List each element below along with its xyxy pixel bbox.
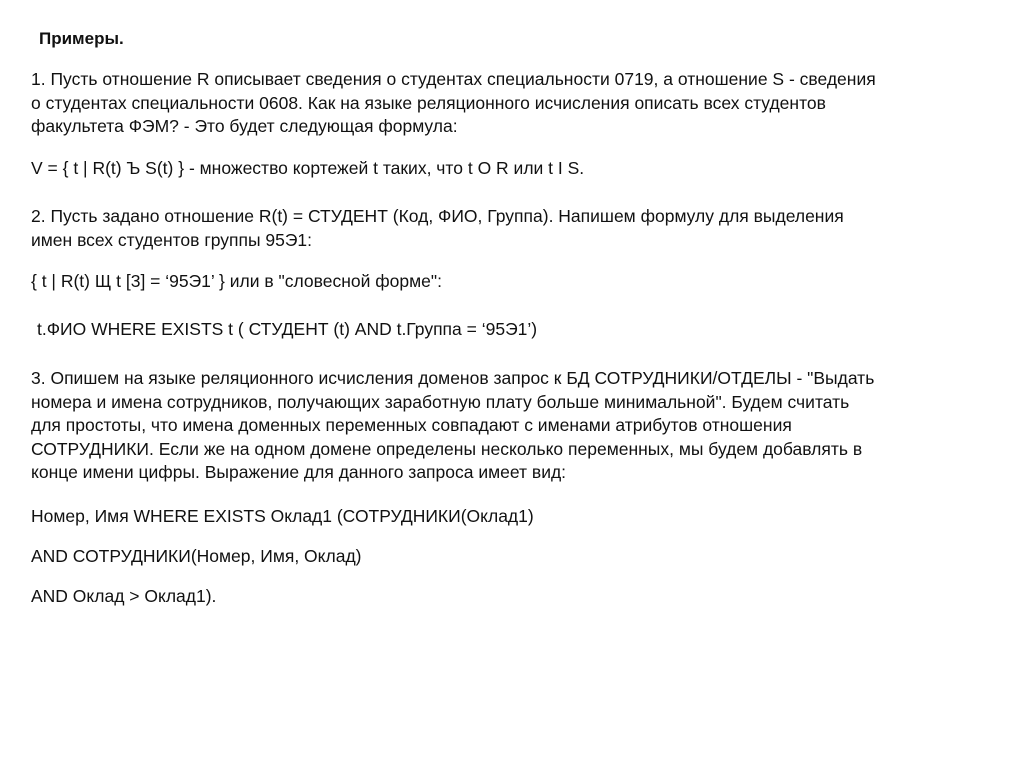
example-3-line: 3. Опишем на языке реляционного исчисления доменов запрос к БД СОТРУДНИКИ/ОТДЕЛЫ - "Выдать bbox=[31, 368, 875, 388]
example-3-query-line: AND СОТРУДНИКИ(Номер, Имя, Оклад) bbox=[31, 546, 362, 566]
example-2-formula: { t | R(t) Щ t [3] = ‘95Э1’ } или в "словесной форме": bbox=[31, 271, 442, 291]
example-1-line: факультета ФЭМ? - Это будет следующая формула: bbox=[31, 116, 458, 136]
example-3-query-line: Номер, Имя WHERE EXISTS Оклад1 (СОТРУДНИКИ(Оклад1) bbox=[31, 506, 534, 526]
example-2-line: 2. Пусть задано отношение R(t) = СТУДЕНТ (Код, ФИО, Группа). Напишем формулу для выделения bbox=[31, 206, 844, 226]
example-3-line: СОТРУДНИКИ. Если же на одном домене определены несколько переменных, мы будем добавлять в bbox=[31, 438, 863, 459]
example-3-line: для простоты, что имена доменных переменных совпадают с именами атрибутов отношения bbox=[31, 415, 792, 435]
example-3-line: номера и имена сотрудников, получающих заработную плату больше минимальной". Будем считать bbox=[31, 391, 850, 412]
example-2-text bbox=[31, 205, 1006, 252]
example-3-query-line: AND Оклад > Оклад1). bbox=[31, 586, 217, 606]
example-3-line: конце имени цифры. Выражение для данного запроса имеет вид: bbox=[31, 462, 567, 482]
example-2-line: имен всех студентов группы 95Э1: bbox=[31, 229, 313, 250]
example-3-text bbox=[31, 367, 1006, 485]
example-1-line: 1. Пусть отношение R описывает сведения о студентах специальности 0719, а отношение S - сведения bbox=[31, 69, 876, 89]
example-2-verbal-formula: t.ФИО WHERE EXISTS t ( СТУДЕНТ (t) AND t.Группа = ‘95Э1’) bbox=[37, 319, 538, 339]
example-1-text bbox=[31, 68, 1006, 139]
example-1-line: о студентах специальности 0608. Как на языке реляционного исчисления описать всех студентов bbox=[31, 92, 826, 113]
page-title: Примеры. bbox=[39, 29, 124, 48]
example-1-formula: V = { t | R(t) Ъ S(t) } - множество кортежей t таких, что t O R или t I S. bbox=[31, 158, 585, 178]
